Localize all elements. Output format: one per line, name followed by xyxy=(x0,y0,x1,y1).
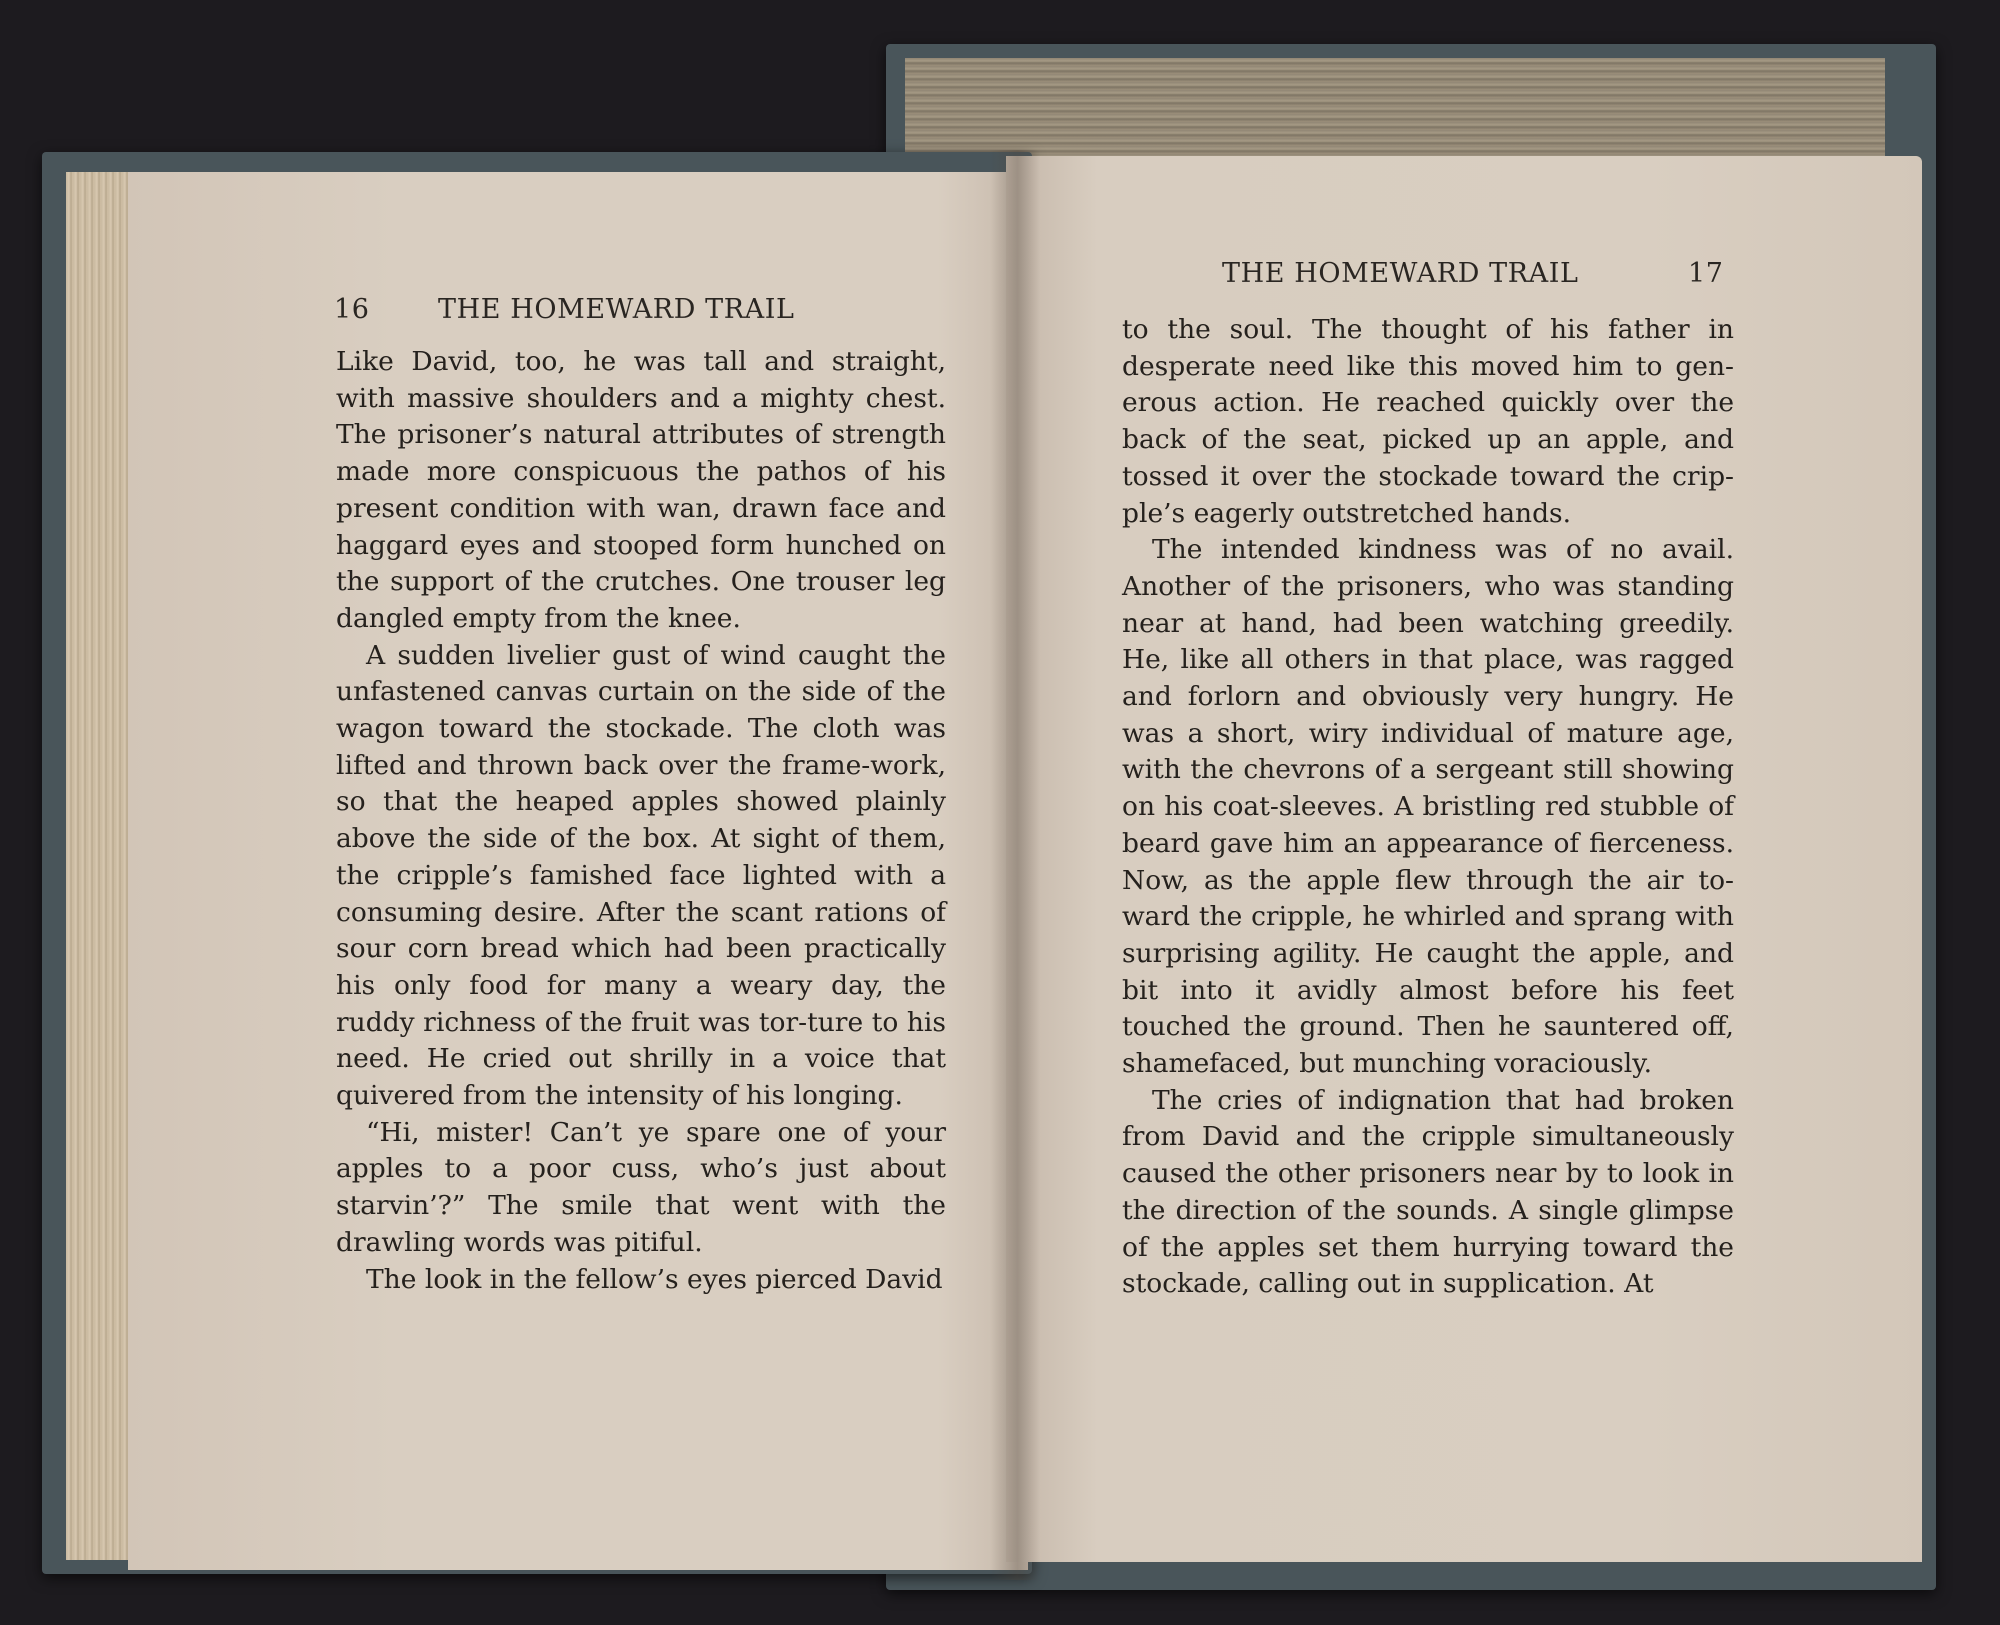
left-paragraph-4: The look in the fellow’s eyes pierced David xyxy=(366,1263,943,1295)
book-gutter-shadow xyxy=(990,150,1040,1580)
right-paragraph-1: to the soul. The thought of his father in desperate need like this moved him to gen-erous action. He reached quickly over the back of the seat, picked up an apple, and tossed it over the stockade toward the crip-ple’s eagerly outstretched hands. xyxy=(1122,314,1734,529)
left-page-body xyxy=(336,344,946,1298)
left-running-head: THE HOMEWARD TRAIL xyxy=(438,294,795,325)
left-paragraph-2: A sudden livelier gust of wind caught the unfastened canvas curtain on the side of the wagon toward the stockade. The cloth was lifted and thrown back over the frame-work, so that the heaped apples showed plainly above the side of the box. At sight of them, the cripple’s famished face lighted with a consuming desire. After the scant rations of sour corn bread which had been practically his only food for many a weary day, the ruddy richness of the fruit was tor-ture to his need. He cried out shrilly in a voice that quivered from the intensity of his longing. xyxy=(336,639,946,1112)
left-page xyxy=(128,172,1028,1570)
left-page-edges xyxy=(66,172,136,1560)
left-paragraph-3: “Hi, mister! Can’t ye spare one of your apples to a poor cuss, who’s just about starvin’?” The smile that went with the drawling words was pitiful. xyxy=(336,1116,946,1258)
right-paragraph-3: The cries of indignation that had broken from David and the cripple simultaneously caused the other prisoners near by to look in the direction of the sounds. A single glimpse of the apples set them hurrying toward the stockade, calling out in supplication. At xyxy=(1122,1084,1734,1300)
right-page-number: 17 xyxy=(1688,258,1724,289)
right-paragraph-2: The intended kindness was of no avail. Another of the prisoners, who was standing near at hand, had been watching greedily. He, like all others in that place, was ragged and forlorn and obviously very hungry. He was a short, wiry individual of mature age, with the chevrons of a sergeant still showing on his coat-sleeves. A bristling red stubble of beard gave him an appearance of fierceness. Now, as the apple flew through the air to-ward the cripple, he whirled and sprang with surprising agility. He caught the apple, and bit into it avidly almost before his feet touched the ground. Then he sauntered off, shamefaced, but munching voraciously. xyxy=(1122,534,1734,1080)
right-page xyxy=(1006,156,1922,1562)
right-page-body xyxy=(1122,312,1734,1303)
left-paragraph-1: Like David, too, he was tall and straight, with massive shoulders and a mighty chest. The prisoner’s natural attributes of strength made more conspicuous the pathos of his present condition with wan, drawn face and haggard eyes and stooped form hunched on the support of the crutches. One trouser leg dangled empty from the knee. xyxy=(336,346,946,634)
left-page-number: 16 xyxy=(334,294,370,325)
right-running-head: THE HOMEWARD TRAIL xyxy=(1222,258,1579,289)
